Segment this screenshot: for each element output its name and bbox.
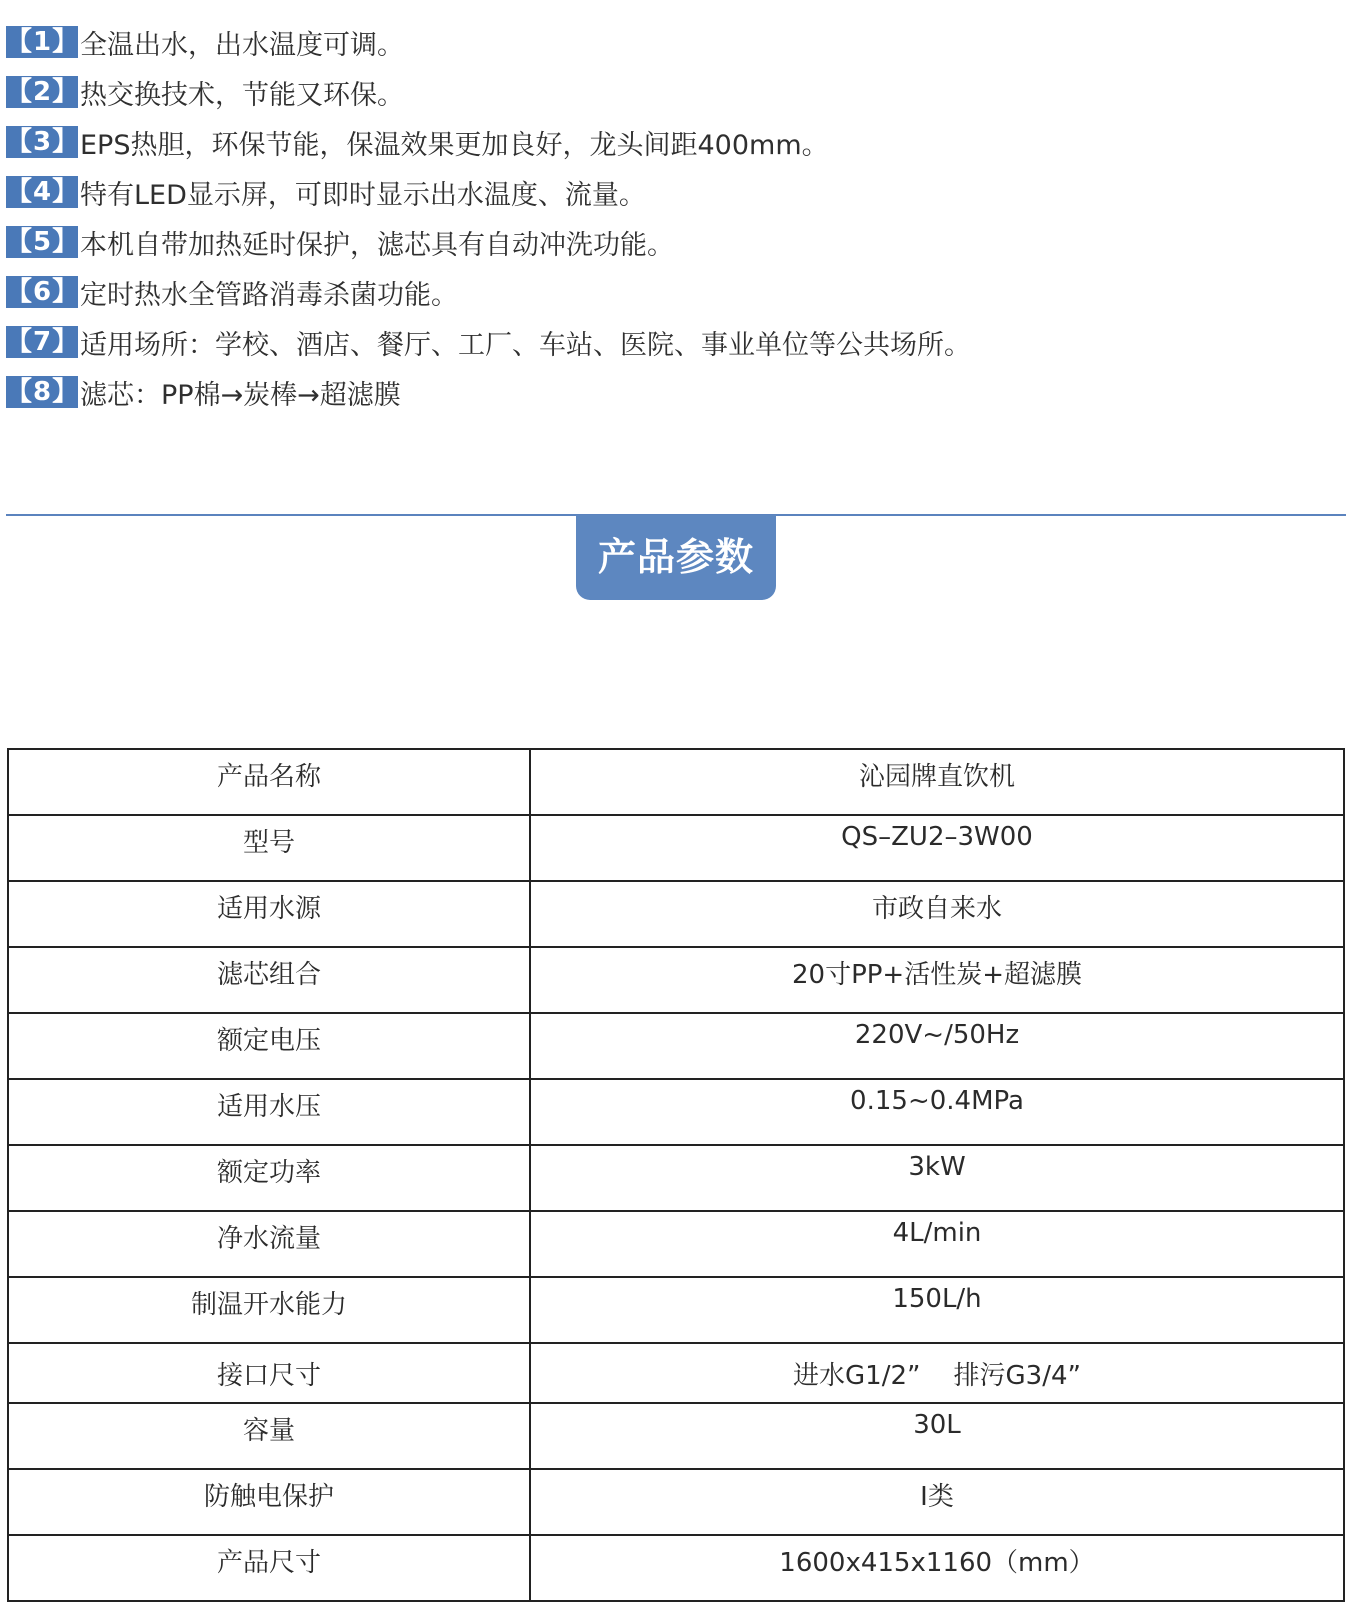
param-label: 适用水源 — [8, 881, 530, 947]
feature-item — [6, 125, 829, 159]
feature-text: 本机自带加热延时保护，滤芯具有自动冲洗功能。 — [80, 229, 674, 261]
param-value: 30L — [530, 1403, 1344, 1469]
feature-item — [6, 225, 674, 259]
feature-number-badge: 【6】 — [6, 277, 80, 307]
param-value: 4L/min — [530, 1211, 1344, 1277]
param-label: 容量 — [8, 1403, 530, 1469]
param-value: 1600x415x1160（mm） — [530, 1535, 1344, 1601]
param-value: 沁园牌直饮机 — [530, 749, 1344, 815]
param-value: 220V~/50Hz — [530, 1013, 1344, 1079]
table-row — [8, 1403, 1344, 1469]
feature-item — [6, 25, 404, 59]
table-row — [8, 815, 1344, 881]
feature-text: EPS热胆，环保节能，保温效果更加良好，龙头间距400mm。 — [80, 129, 829, 161]
section-title-tab: 产品参数 — [576, 515, 776, 600]
feature-number-badge: 【2】 — [6, 77, 80, 107]
table-row — [8, 1343, 1344, 1403]
param-label: 额定电压 — [8, 1013, 530, 1079]
table-row — [8, 1211, 1344, 1277]
param-value: 3kW — [530, 1145, 1344, 1211]
param-value: 150L/h — [530, 1277, 1344, 1343]
param-value: 20寸PP+活性炭+超滤膜 — [530, 947, 1344, 1013]
table-row — [8, 1277, 1344, 1343]
param-label: 产品名称 — [8, 749, 530, 815]
table-row — [8, 947, 1344, 1013]
feature-item — [6, 325, 971, 359]
param-label: 接口尺寸 — [8, 1343, 530, 1403]
feature-text: 热交换技术，节能又环保。 — [80, 79, 404, 111]
feature-text: 全温出水，出水温度可调。 — [80, 29, 404, 61]
param-label: 制温开水能力 — [8, 1277, 530, 1343]
feature-item — [6, 375, 401, 409]
param-label: 额定功率 — [8, 1145, 530, 1211]
param-value: Ⅰ类 — [530, 1469, 1344, 1535]
table-row — [8, 749, 1344, 815]
feature-number-badge: 【5】 — [6, 227, 80, 257]
table-row — [8, 1145, 1344, 1211]
param-label: 型号 — [8, 815, 530, 881]
param-label: 净水流量 — [8, 1211, 530, 1277]
feature-text: 滤芯：PP棉→炭棒→超滤膜 — [80, 379, 401, 411]
param-label: 防触电保护 — [8, 1469, 530, 1535]
table-row — [8, 1469, 1344, 1535]
param-value: 市政自来水 — [530, 881, 1344, 947]
feature-number-badge: 【4】 — [6, 177, 80, 207]
feature-text: 定时热水全管路消毒杀菌功能。 — [80, 279, 458, 311]
feature-item — [6, 275, 458, 309]
feature-number-badge: 【1】 — [6, 27, 80, 57]
param-label: 产品尺寸 — [8, 1535, 530, 1601]
feature-number-badge: 【3】 — [6, 127, 80, 157]
feature-number-badge: 【7】 — [6, 327, 80, 357]
table-row — [8, 1535, 1344, 1601]
feature-item — [6, 75, 404, 109]
feature-text: 特有LED显示屏，可即时显示出水温度、流量。 — [80, 179, 646, 211]
feature-text: 适用场所：学校、酒店、餐厅、工厂、车站、医院、事业单位等公共场所。 — [80, 329, 971, 361]
product-params-table — [7, 748, 1345, 1602]
param-label: 适用水压 — [8, 1079, 530, 1145]
table-row — [8, 881, 1344, 947]
param-label: 滤芯组合 — [8, 947, 530, 1013]
param-value: QS–ZU2–3W00 — [530, 815, 1344, 881]
feature-number-badge: 【8】 — [6, 377, 80, 407]
feature-item — [6, 175, 646, 209]
table-row — [8, 1013, 1344, 1079]
table-row — [8, 1079, 1344, 1145]
param-value: 0.15~0.4MPa — [530, 1079, 1344, 1145]
param-value: 进水G1/2” 排污G3/4” — [530, 1343, 1344, 1403]
